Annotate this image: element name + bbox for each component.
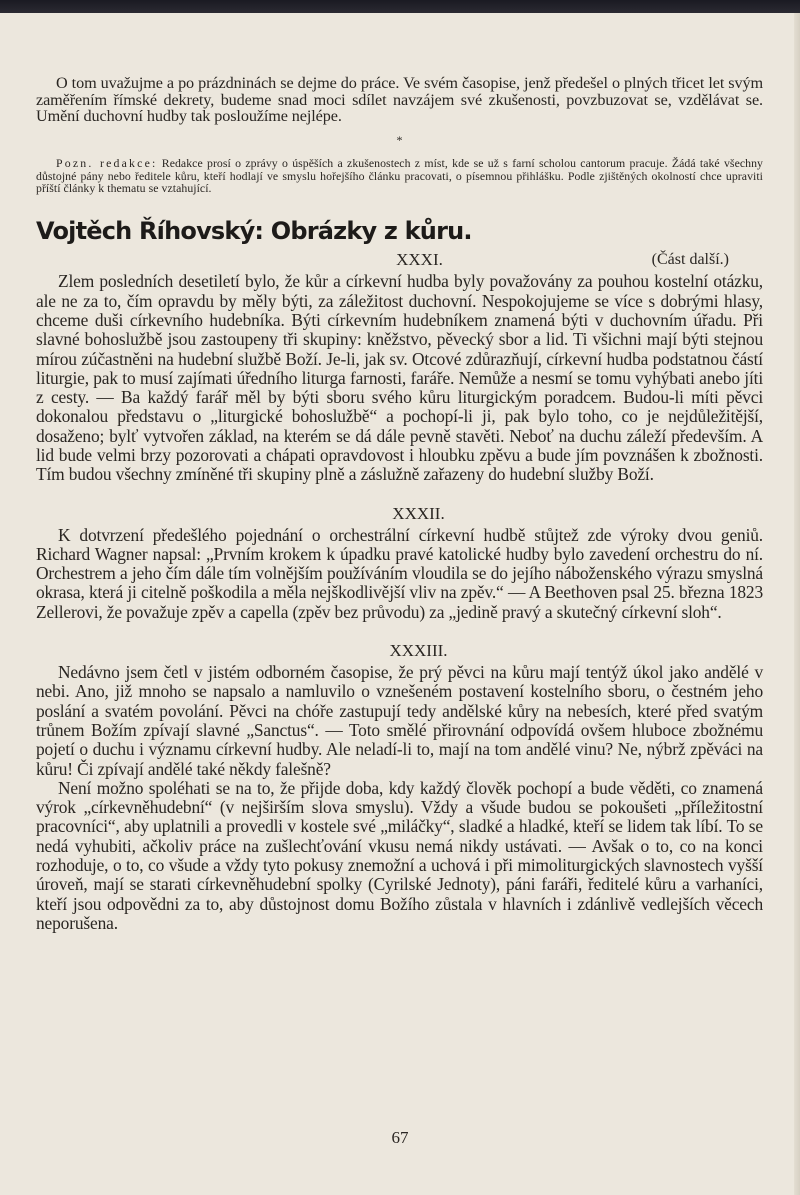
page-number: 67 <box>391 1128 409 1147</box>
article-body <box>36 248 763 933</box>
paragraph: Zlem posledních desetiletí bylo, že kůr a církevní hudba byly považovány za pouhou kostelní otázku, ale ne za to, čím opravdu by měly býti, za záležitost duchovní. Nespokojujeme se více s dobrými hlasy, chceme duši církevního hudebníka. Býti církevním hudebníkem znamená býti v duchovním úřadu. Při slavné bohoslužbě jsou zastoupeny tři skupiny: kněžstvo, pěvecký sbor a lid. Ti všichni mají býti stejnou mírou zúčastněni na hudební službě Boží. Je-li, jak sv. Otcové zdůrazňují, církevní hudba podstatnou částí liturgie, pak to musí zajímati úředního liturga farnosti, faráře. Nemůže a nesmí se tomu vyhýbati anebo jíti z cesty. — Ba každý farář měl by býti sboru svého kůru liturgickým poradcem. Budou-li míti pěvci dokonalou představu o „liturgické bohoslužbě“ a pochopí-li ji, pak bylo toho, co je nejdůležitější, dosaženo; bylť vytvořen základ, na kterém se dá dále pevně stavěti. Neboť na duchu záleží především. A lid bude velmi brzy pozorovati a chápati opravdovost i hloubku zpěvu a bude jím povznášen k zbožnosti. Tím budou všechny zmíněné tři skupiny plně a záslužně zařazeny do hudební služby Boží. <box>36 271 763 485</box>
section-heading-xxxii: XXXII. <box>392 503 445 523</box>
section-numeral: XXXI. <box>396 250 443 270</box>
intro-section <box>36 75 763 125</box>
editor-note <box>36 157 763 194</box>
intro-paragraph: O tom uvažujme a po prázdninách se dejme do práce. Ve svém časopise, jenž předešel o plných třicet let svým zaměřením římské dekrety, budeme snad moci sdílet navzájem své zkušenosti, povzbuzovat se, vzdělávat se. Umění duchovní hudby tak posloužíme nejlépe. <box>36 74 763 126</box>
section-heading-xxxi <box>36 248 763 272</box>
article-title: Vojtěch Říhovský: Obrázky z kůru. <box>36 217 472 246</box>
editor-note-label: Pozn. redakce: <box>56 156 158 171</box>
page-content <box>36 75 763 933</box>
scan-top-border <box>0 0 800 13</box>
editor-note-text: Redakce prosí o zprávy o úspěších a zkušenostech z míst, kde se už s farní scholou cantorum pracuje. Žádá také všechny důstojné pány nebo ředitele kůru, kteří hodlají ve smyslu hořejšího článku pracovati, o písemnou přihlášku. Podle zjištěných okolností chce upraviti příští články k thematu se vztahující. <box>36 156 763 195</box>
separator-asterisk: * <box>396 133 403 148</box>
section-heading-xxxiii: XXXIII. <box>389 641 448 661</box>
paragraph: Není možno spoléhati se na to, že přijde doba, kdy každý člověk pochopí a bude věděti, co znamená výrok „církevněhudební“ (v nejširším slova smyslu). Vždy a všude budou se pokoušeti „příležitostní pracovníci“, aby uplatnili a provedli v kostele své „miláčky“, sladké a hladké, kteří se lidem tak líbí. To se nedá vyhubiti, ačkoliv práce na zušlechťování vkusu nemá nikdy ustávati. — Avšak o to, co na konci rozhoduje, o to, co všude a vždy tyto pokusy znemožní a uchová i při mimoliturgických slavnostech vyšší úroveň, mají se starati církevněhudební spolky (Cyrilské Jednoty), páni faráři, ředitelé kůru a varhaníci, kteří jsou odpovědni za to, aby důstojnost domu Božího zůstala v hlavních i zdánlivě vedlejších věcech neporušena. <box>36 777 763 933</box>
paragraph: Nedávno jsem četl v jistém odborném časopise, že prý pěvci na kůru mají tentýž úkol jako andělé v nebi. Ano, již mnoho se napsalo a namluvilo o vznešeném postavení kostelního sboru, o čestném jeho poslání a svatém povolání. Pěvci na chóře zastupují tedy andělské kůry na nebesích, které před svatým trůnem Božím zpívají slavné „Sanctus“. — Toto smělé přirovnání odpovídá ovšem hluboce zbožnému pojetí o duchu i významu církevní hudby. Ale neladí-li to, mají na tom andělé vinu? Ne, nýbrž zpěváci na kůru! Či zpívají andělé také někdy falešně? <box>36 662 763 779</box>
page-edge <box>794 13 800 1195</box>
continuation-note: (Část další.) <box>651 251 729 269</box>
paragraph: K dotvrzení předešlého pojednání o orchestrální církevní hudbě stůjtež zde výroky dvou geniů. Richard Wagner napsal: „Prvním krokem k úpadku pravé katolické hudby bylo zavedení orchestru do ní. Orchestrem a jeho čím dále tím volnějším používáním vloudila se do jejího náboženského výrazu smyslná okrasa, která ji citelně poškodila a měla nejškodlivější vliv na zpěv.“ — A Beethoven psal 25. března 1823 Zellerovi, že považuje zpěv a capella (zpěv bez průvodu) za „jedině pravý a skutečný církevní sloh“. <box>36 524 763 622</box>
